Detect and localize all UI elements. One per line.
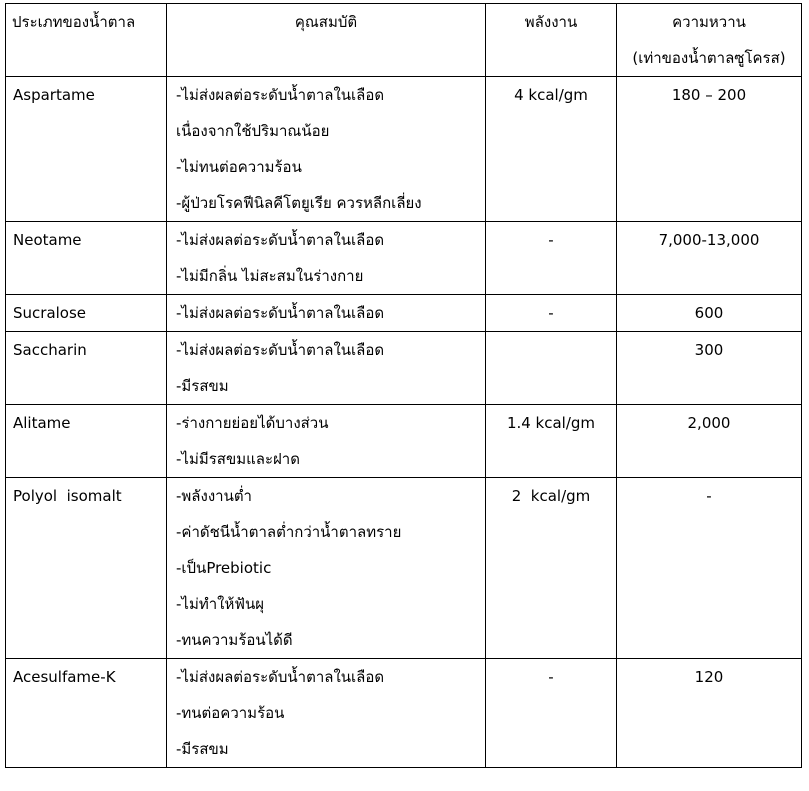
property-line: -ทนความร้อนได้ดี <box>176 631 293 649</box>
header-energy <box>486 4 617 77</box>
energy-value: 4 kcal/gm <box>514 86 588 104</box>
properties-cell <box>167 405 486 478</box>
header-energy-label: พลังงาน <box>524 13 578 31</box>
sugar-type: Aspartame <box>13 86 95 104</box>
sugar-type-cell <box>6 405 167 478</box>
energy-value: - <box>548 304 554 322</box>
header-type-label: ประเภทของน้ำตาล <box>12 13 136 31</box>
properties-cell <box>167 222 486 295</box>
sweetness-value: 7,000-13,000 <box>658 231 760 249</box>
sweetness-cell <box>617 405 802 478</box>
properties-cell <box>167 478 486 659</box>
sweetness-value: - <box>706 487 712 505</box>
property-line: -ผู้ป่วยโรคฟีนิลคีโตยูเรีย ควรหลีกเลี่ยง <box>176 194 422 212</box>
property-line: -เป็นPrebiotic <box>176 559 272 577</box>
property-line: -มีรสขม <box>176 377 229 395</box>
table-row <box>6 405 802 478</box>
sugar-type: Acesulfame-K <box>13 668 116 686</box>
energy-value: - <box>548 668 554 686</box>
header-properties-label: คุณสมบัติ <box>294 13 358 31</box>
sugar-type-cell <box>6 478 167 659</box>
property-line: -ไม่มีกลิ่น ไม่สะสมในร่างกาย <box>176 267 364 285</box>
table-row <box>6 295 802 332</box>
property-line: -พลังงานต่ำ <box>176 487 252 505</box>
energy-value: 2 kcal/gm <box>511 487 591 505</box>
property-line: -มีรสขม <box>176 740 229 758</box>
table-row <box>6 77 802 222</box>
properties-cell <box>167 332 486 405</box>
sweetness-cell <box>617 295 802 332</box>
property-line: -ไม่มีรสขมและฝาด <box>176 450 300 468</box>
sweetness-cell <box>617 222 802 295</box>
sugar-type: Sucralose <box>13 304 87 322</box>
property-line: -ไม่ส่งผลต่อระดับน้ำตาลในเลือด <box>176 304 385 322</box>
property-line: -ไม่ส่งผลต่อระดับน้ำตาลในเลือด <box>176 86 385 104</box>
properties-cell <box>167 77 486 222</box>
sweetness-value: 180 – 200 <box>671 86 747 104</box>
property-line: -ไม่ทำให้ฟันผุ <box>176 595 265 613</box>
sugar-type-cell <box>6 295 167 332</box>
header-type <box>6 4 167 77</box>
sugar-type-cell <box>6 77 167 222</box>
header-sweetness <box>617 4 802 77</box>
table-row <box>6 659 802 768</box>
sugar-type: Saccharin <box>13 341 87 359</box>
table-row <box>6 222 802 295</box>
sweetness-cell <box>617 659 802 768</box>
energy-cell <box>486 295 617 332</box>
property-line: -ค่าดัชนีน้ำตาลต่ำกว่าน้ำตาลทราย <box>176 523 402 541</box>
sugar-type-cell <box>6 222 167 295</box>
properties-cell <box>167 295 486 332</box>
sugar-type-cell <box>6 659 167 768</box>
header-properties <box>167 4 486 77</box>
sweetness-cell <box>617 77 802 222</box>
sweetness-value: 300 <box>694 341 724 359</box>
property-line: -ไม่ทนต่อความร้อน <box>176 158 302 176</box>
sugar-type-cell <box>6 332 167 405</box>
energy-cell <box>486 659 617 768</box>
properties-cell <box>167 659 486 768</box>
energy-cell <box>486 478 617 659</box>
property-line: -ไม่ส่งผลต่อระดับน้ำตาลในเลือด <box>176 341 385 359</box>
property-line: -ไม่ส่งผลต่อระดับน้ำตาลในเลือด <box>176 231 385 249</box>
header-row <box>6 4 802 77</box>
energy-cell <box>486 77 617 222</box>
sugar-substitutes-table <box>5 3 802 768</box>
energy-value: - <box>548 231 554 249</box>
header-sweetness-sublabel: (เท่าของน้ำตาลซูโครส) <box>632 49 786 67</box>
property-line: -ไม่ส่งผลต่อระดับน้ำตาลในเลือด <box>176 668 385 686</box>
sweetness-cell <box>617 332 802 405</box>
table-row <box>6 478 802 659</box>
property-line: -ร่างกายย่อยได้บางส่วน <box>176 414 329 432</box>
sweetness-value: 600 <box>694 304 724 322</box>
sugar-type: Alitame <box>13 414 71 432</box>
table-row <box>6 332 802 405</box>
sweetness-value: 2,000 <box>687 414 731 432</box>
energy-cell <box>486 405 617 478</box>
sugar-type: Polyol isomalt <box>13 487 122 505</box>
energy-value: 1.4 kcal/gm <box>506 414 596 432</box>
sugar-type: Neotame <box>13 231 82 249</box>
header-sweetness-label: ความหวาน <box>672 13 746 31</box>
energy-cell <box>486 332 617 405</box>
sweetness-cell <box>617 478 802 659</box>
sweetness-value: 120 <box>694 668 724 686</box>
property-line: เนื่องจากใช้ปริมาณน้อย <box>176 122 330 140</box>
energy-cell <box>486 222 617 295</box>
property-line: -ทนต่อความร้อน <box>176 704 285 722</box>
